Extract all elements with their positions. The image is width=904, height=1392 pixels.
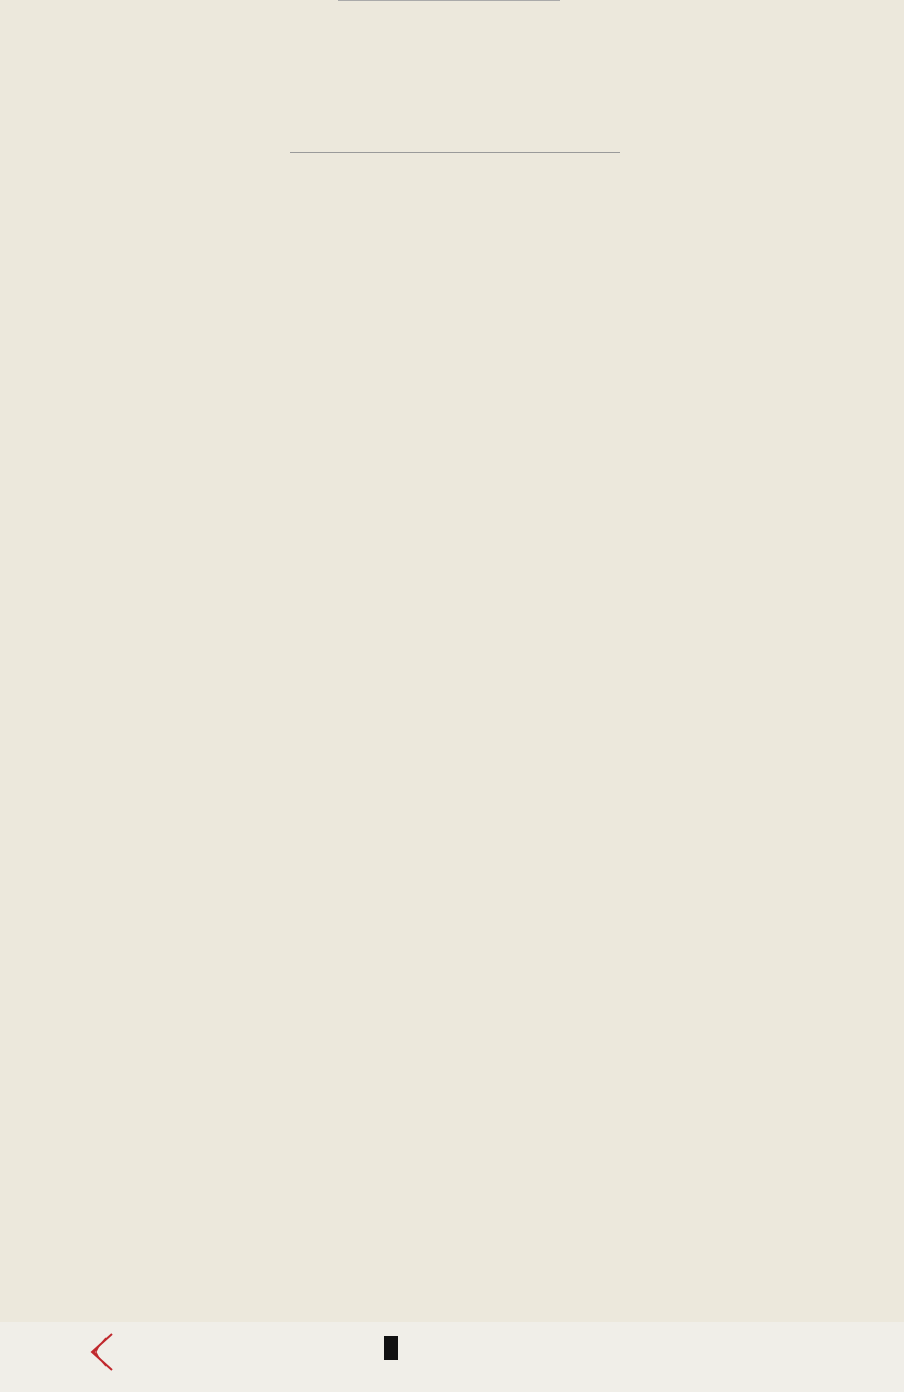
ub-emblem-icon [88,1332,114,1372]
running-head [0,127,904,149]
header-rule [290,152,620,153]
footer-bar [0,1322,904,1392]
end-rule [338,0,560,1]
kunstbibliothek-logo-icon [384,1336,398,1360]
